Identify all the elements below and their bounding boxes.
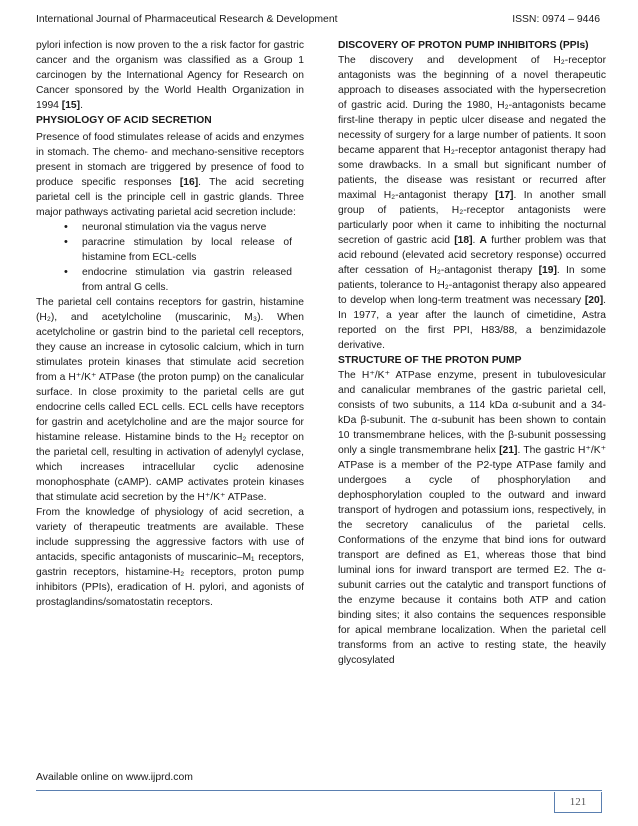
section-heading-discovery: DISCOVERY OF PROTON PUMP INHIBITORS (PPIs) xyxy=(338,40,589,51)
section-heading-structure: STRUCTURE OF THE PROTON PUMP xyxy=(338,355,522,366)
running-header xyxy=(36,14,602,32)
page-number: 121 xyxy=(554,792,602,813)
paragraph-intro: pylori infection is now proven to the a risk factor for gastric cancer and the organism was classified as a Group 1 carcinogen by the International Agency for Research on Cancer sponsored by the World Health Organization in 1994 [15]. xyxy=(36,40,304,111)
issn: ISSN: 0974 – 9446 xyxy=(512,14,600,25)
list-item: • neuronal stimulation via the vagus nerve xyxy=(82,220,304,235)
list-item: • paracrine stimulation by local release of histamine from ECL-cells xyxy=(82,235,304,265)
pathway-list xyxy=(36,220,304,295)
citation[interactable]: [17] xyxy=(495,190,514,201)
section-heading-physiology: PHYSIOLOGY OF ACID SECRETION xyxy=(36,115,212,126)
footer-divider xyxy=(36,790,602,791)
journal-title: International Journal of Pharmaceutical Research & Development xyxy=(36,14,338,25)
citation[interactable]: [20] xyxy=(584,295,604,306)
citation[interactable]: [15] xyxy=(61,100,81,111)
paragraph-physiology: Presence of food stimulates release of acids and enzymes in stomach. The chemo- and mechano-sensitive receptors present in stomach are triggered by presence of food to produce specific responses [16]. The acid secreting parietal cell is the principle cell in gastric glands. Three major pathways activating parietal acid secretion include: xyxy=(36,132,304,218)
right-column xyxy=(338,38,606,668)
left-column xyxy=(36,38,304,610)
paragraph-structure: The H⁺/K⁺ ATPase enzyme, present in tubulovesicular and canalicular membranes of the gastric parietal cell, consists of two subunits, a 114 kDa α-subunit and a 34-kDa β-subunit. The α-subunit has been shown to contain 10 transmembrane helices, with the β-subunit possessing only a single transmembrane helix [21]. The gastric H⁺/K⁺ ATPase is a member of the P2-type ATPase family and undergoes a cycle of phosphorylation and dephosphorylation coupled to the outward and inward transport of hydrogen and potassium ions, respectively, in the secretory canaliculus of the parietal cells. Conformations of the enzyme that bind ions for outward transport are defined as E1, whereas those that bind luminal ions for inward transport are termed E2. The α-subunit carries out the catalytic and transport functions of the enzyme because it contains both ATP and cation binding sites; it also contains the sequences responsible for apical membrane localization. When the parietal cell transforms from an active to resting state, the heavily glycosylated xyxy=(338,370,607,666)
footer-availability: Available online on www.ijprd.com xyxy=(36,772,193,783)
list-item: • endocrine stimulation via gastrin released from antral G cells. xyxy=(82,265,304,295)
citation[interactable]: [19] xyxy=(538,265,557,276)
paragraph-discovery: The discovery and development of H₂-receptor antagonists was the beginning of a novel therapeutic approach to diseases associated with the hypersecretion of gastric acid. During the 1980, H₂-antagonists became first-line therapy in peptic ulcer disease and negated the necessity of surgery for a large number of patients. It soon became apparent that H₂-receptor antagonist therapy had some drawbacks. In a small but significant number of patients, the disease was resistant or recurred after maximal H₂-antagonist therapy [17]. In another small group of patients, H₂-receptor antagonists were particularly poor when it came to inhibiting the nocturnal secretion of gastric acid [18]. A further problem was that acid rebound (elevated acid secretory response) occurred after cessation of H₂-antagonist therapy [19]. In some patients, tolerance to H₂-antagonist therapy also appeared to develop when long-term treatment was necessary [20]. In 1977, a year after the launch of cimetidine, Astra reported on the first PPI, H83/88, a benzimidazole derivative. xyxy=(338,55,606,351)
citation[interactable]: [16] xyxy=(179,177,199,188)
citation[interactable]: [18] xyxy=(454,235,473,246)
citation[interactable]: [21] xyxy=(499,445,518,456)
paragraph-treatments: From the knowledge of physiology of acid secretion, a variety of therapeutic treatments are available. These include suppressing the aggressive factors with use of antacids, specific antagonists of muscarinic–M₁ receptors, gastrin receptors, histamine-H₂ receptors, proton pump inhibitors (PPIs), eradication of H. pylori, and agonists of prostaglandins/somatostatin receptors. xyxy=(36,507,304,608)
paragraph-parietal-cell: The parietal cell contains receptors for gastrin, histamine (H₂), and acetylcholine (muscarinic, M₃). When acetylcholine or gastrin bind to the parietal cell receptors, they cause an increase in cytosolic calcium, which in turn stimulates protein kinases that stimulate acid secretion from a H⁺/K⁺ ATPase (the proton pump) on the canalicular surface. In close proximity to the parietal cells are gut endocrine cells called ECL cells. ECL cells have receptors for gastrin and acetylcholine and are the major source for histamine release. Histamine binds to the H₂ receptor on the parietal cell, resulting in activation of adenylyl cyclase, which increases intracellular cyclic adenosine monophosphate (cAMP). cAMP activates protein kinases that stimulate acid secretion by the H⁺/K⁺ ATPase. xyxy=(36,297,304,503)
